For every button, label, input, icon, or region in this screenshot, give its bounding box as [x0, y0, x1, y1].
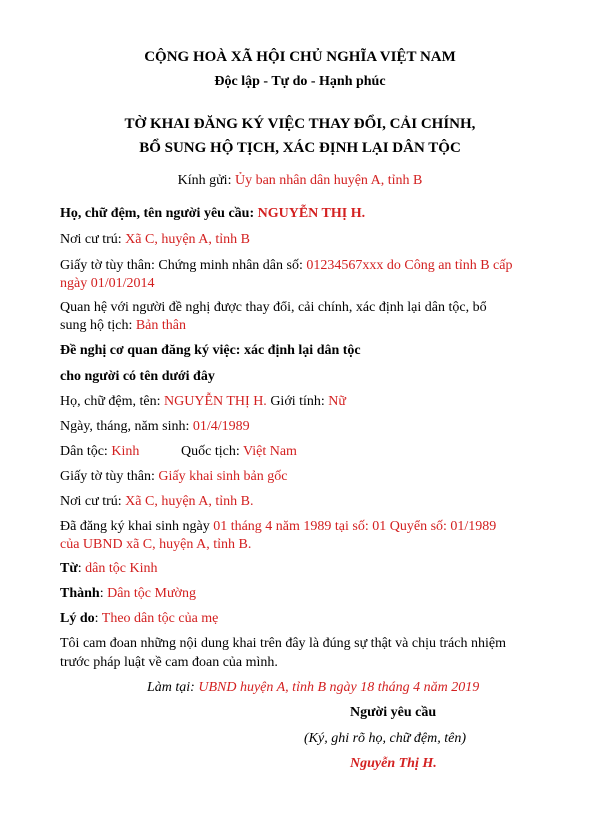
signature-note: (Ký, ghi rõ họ, chữ đệm, tên) [304, 731, 466, 746]
requester-name-label: Họ, chữ đệm, tên người yêu cầu: [60, 206, 255, 221]
subject-id-value: Giấy khai sinh bản gốc [158, 469, 288, 484]
addressee-label: Kính gửi: [177, 173, 232, 188]
birth-registration-authority: của UBND xã C, huyện A, tỉnh B. [60, 537, 252, 552]
change-to-line: Thành: Dân tộc Mường [60, 586, 196, 601]
requester-residence-line [60, 232, 250, 248]
signing-place-line [147, 680, 479, 696]
reason-label: Lý do [60, 611, 95, 626]
national-motto: Độc lập - Tự do - Hạnh phúc [214, 74, 386, 89]
subject-name-value: NGUYỄN THỊ H. [164, 394, 267, 409]
requester-name-value: NGUYỄN THỊ H. [257, 206, 366, 221]
commitment-line-2: trước pháp luật về cam đoan của mình. [60, 655, 278, 670]
signing-place-label: Làm tại: [147, 680, 195, 695]
change-to-value: Dân tộc Mường [107, 586, 196, 601]
subject-dob-line [60, 419, 250, 435]
request-line-2: cho người có tên dưới đây [60, 369, 215, 384]
reason-value: Theo dân tộc của mẹ [101, 611, 219, 626]
form-title-line-2: BỔ SUNG HỘ TỊCH, XÁC ĐỊNH LẠI DÂN TỘC [139, 140, 461, 156]
subject-ethnic-value: Kinh [111, 444, 140, 459]
relation-line-1: Quan hệ với người đề nghị được thay đổi, cải chính, xác định lại dân tộc, bổ [60, 300, 487, 315]
requester-residence-label: Nơi cư trú: [60, 232, 122, 247]
subject-residence-line [60, 494, 254, 510]
birth-registration-label: Đã đăng ký khai sinh ngày [60, 519, 210, 534]
birth-registration-line [60, 519, 496, 535]
subject-id-label: Giấy tờ tùy thân: [60, 469, 155, 484]
birth-registration-value: 01 tháng 4 năm 1989 tại số: 01 Quyển số: 01/1989 [213, 519, 497, 534]
signing-place-value: UBND huyện A, tỉnh B ngày 18 tháng 4 năm 2019 [198, 680, 480, 695]
subject-dob-label: Ngày, tháng, năm sinh: [60, 419, 190, 434]
requester-id-line [60, 258, 512, 274]
commitment-line-1: Tôi cam đoan những nội dung khai trên đây là đúng sự thật và chịu trách nhiệm [60, 636, 506, 651]
signer-role: Người yêu cầu [350, 705, 437, 720]
change-from-line: Từ: dân tộc Kinh [60, 561, 158, 576]
reason-line: Lý do: Theo dân tộc của mẹ [60, 611, 219, 626]
subject-dob-value: 01/4/1989 [192, 419, 250, 434]
addressee-line [0, 173, 600, 189]
subject-ethnic-label: Dân tộc: [60, 444, 108, 459]
subject-name-line [60, 394, 346, 410]
requester-id-date: ngày 01/01/2014 [60, 276, 155, 291]
subject-name-label: Họ, chữ đệm, tên: [60, 394, 161, 409]
subject-nationality-line [181, 444, 297, 460]
requester-id-value: 01234567xxx do Công an tỉnh B cấp [306, 258, 513, 273]
request-line-1: Đề nghị cơ quan đăng ký việc: xác định lại dân tộc [60, 343, 361, 358]
change-from-label: Từ [60, 561, 78, 576]
subject-id-line [60, 469, 287, 485]
requester-id-label: Giấy tờ tùy thân: Chứng minh nhân dân số: [60, 258, 303, 273]
subject-residence-value: Xã C, huyện A, tỉnh B. [125, 494, 254, 509]
signer-name: Nguyễn Thị H. [350, 756, 437, 771]
addressee-value: Ủy ban nhân dân huyện A, tỉnh B [234, 173, 423, 188]
requester-name-line [60, 206, 365, 222]
subject-residence-label: Nơi cư trú: [60, 494, 122, 509]
subject-gender-label: Giới tính: [270, 394, 325, 409]
requester-residence-value: Xã C, huyện A, tỉnh B [125, 232, 250, 247]
form-title-line-1: TỜ KHAI ĐĂNG KÝ VIỆC THAY ĐỔI, CẢI CHÍNH, [124, 116, 476, 132]
relation-label: sung hộ tịch: [60, 318, 133, 333]
national-header: CỘNG HOÀ XÃ HỘI CHỦ NGHĨA VIỆT NAM [144, 49, 456, 65]
subject-ethnic-line [60, 444, 139, 460]
change-from-value: dân tộc Kinh [85, 561, 158, 576]
relation-value: Bản thân [135, 318, 186, 333]
subject-nationality-value: Việt Nam [242, 444, 297, 459]
change-to-label: Thành [60, 586, 100, 601]
subject-nationality-label: Quốc tịch: [181, 444, 240, 459]
subject-gender-value: Nữ [328, 394, 346, 409]
relation-line-2 [60, 318, 186, 334]
